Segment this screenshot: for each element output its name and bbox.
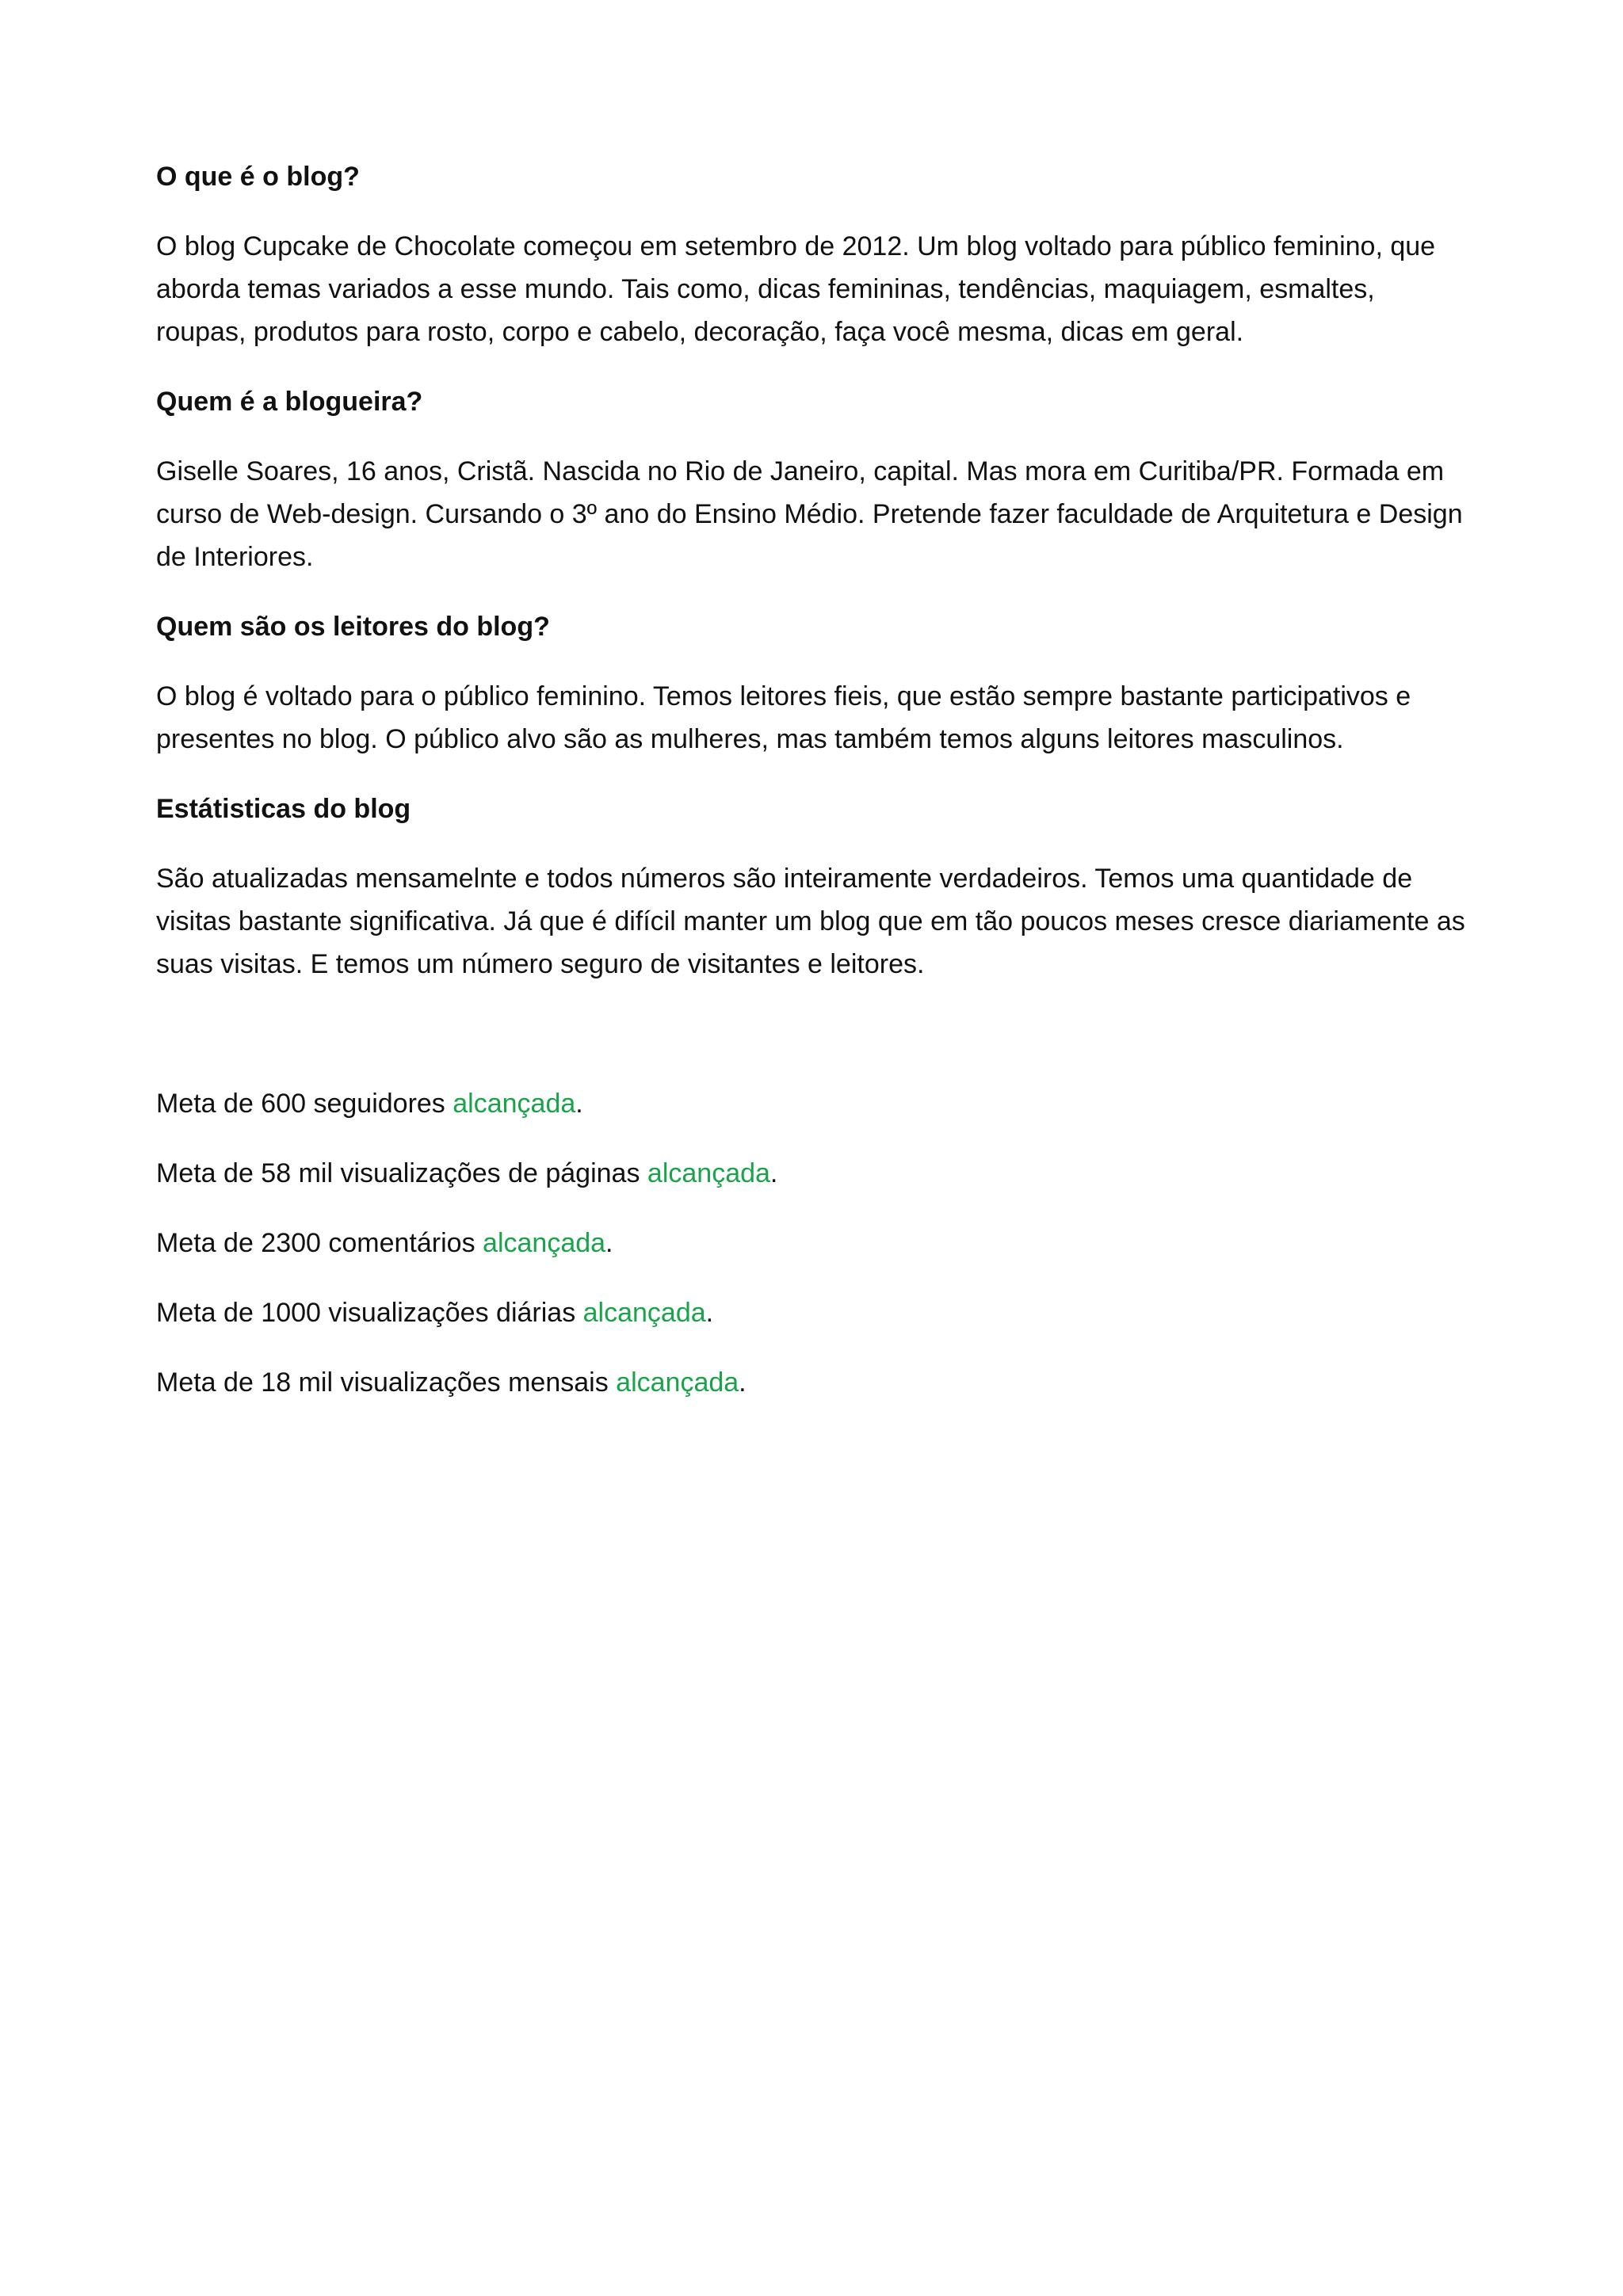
paragraph-readers: O blog é voltado para o público feminino. Temos leitores fieis, que estão sempre bastante participativos e presentes no blog. O público alvo são as mulheres, mas também temos alguns leitores masculinos. bbox=[156, 681, 1411, 754]
section-about-blogger bbox=[156, 380, 1472, 578]
goal-text: Meta de 18 mil visualizações mensais bbox=[156, 1367, 617, 1398]
goal-text: Meta de 2300 comentários bbox=[156, 1228, 483, 1258]
goal-period: . bbox=[575, 1089, 583, 1119]
heading-about-blog: O que é o blog? bbox=[156, 162, 360, 192]
section-readers bbox=[156, 605, 1472, 761]
goal-item-page-views bbox=[156, 1152, 1472, 1195]
paragraph-about-blogger: Giselle Soares, 16 anos, Cristã. Nascida no Rio de Janeiro, capital. Mas mora em Curitiba/PR. Formada em curso de Web-design. Cursando o 3º ano do Ensino Médio. Pretende fazer faculdade de Arquitetura e Design de Interiores. bbox=[156, 456, 1463, 572]
heading-readers: Quem são os leitores do blog? bbox=[156, 612, 550, 642]
goal-status: alcançada bbox=[616, 1367, 739, 1398]
goal-period: . bbox=[739, 1367, 747, 1398]
goal-item-monthly-views bbox=[156, 1361, 1472, 1404]
goal-item-daily-views bbox=[156, 1291, 1472, 1334]
section-about-blog bbox=[156, 155, 1472, 353]
paragraph-about-blog: O blog Cupcake de Chocolate começou em setembro de 2012. Um blog voltado para público feminino, que aborda temas variados a esse mundo. Tais como, dicas femininas, tendências, maquiagem, esmaltes, roupas, produtos para rosto, corpo e cabelo, decoração, faça você mesma, dicas em geral. bbox=[156, 231, 1436, 347]
goal-period: . bbox=[769, 1158, 778, 1188]
paragraph-statistics: São atualizadas mensamelnte e todos números são inteiramente verdadeiros. Temos uma quantidade de visitas bastante significativa. Já que é difícil manter um blog que em tão poucos meses cresce diariamente as suas visitas. E temos um número seguro de visitantes e leitores. bbox=[156, 864, 1465, 979]
blank-space bbox=[156, 1013, 1472, 1082]
goal-item-comments bbox=[156, 1222, 1472, 1264]
goal-status: alcançada bbox=[453, 1089, 576, 1119]
goal-status: alcançada bbox=[647, 1158, 770, 1188]
goal-text: Meta de 58 mil visualizações de páginas bbox=[156, 1158, 647, 1188]
goal-text: Meta de 1000 visualizações diárias bbox=[156, 1298, 583, 1328]
heading-about-blogger: Quem é a blogueira? bbox=[156, 387, 423, 417]
goal-text: Meta de 600 seguidores bbox=[156, 1089, 453, 1119]
document-page bbox=[156, 155, 1472, 1431]
goal-item-followers bbox=[156, 1082, 1472, 1125]
section-statistics bbox=[156, 788, 1472, 986]
goal-period: . bbox=[705, 1298, 714, 1328]
goal-period: . bbox=[605, 1228, 613, 1258]
goal-status: alcançada bbox=[582, 1298, 706, 1328]
goal-status: alcançada bbox=[483, 1228, 606, 1258]
goals-list bbox=[156, 1082, 1472, 1404]
heading-statistics: Estátisticas do blog bbox=[156, 794, 411, 824]
